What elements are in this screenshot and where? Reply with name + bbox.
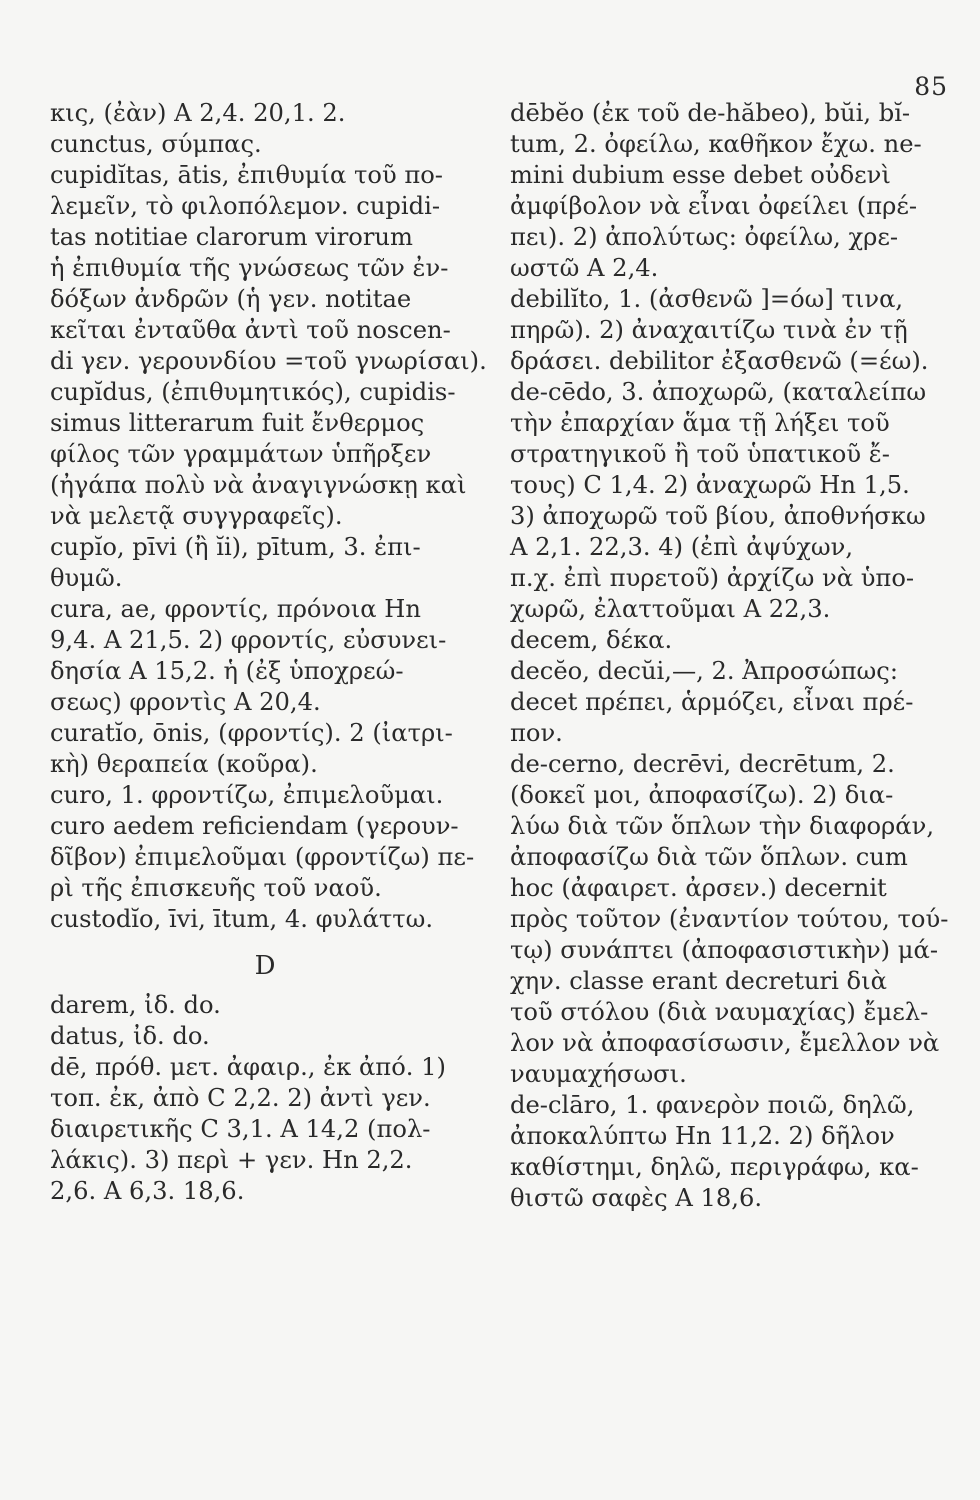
dictionary-line: καθίστημι, δηλῶ, περιγράφω, κα- [510,1153,919,1181]
dictionary-line: mini dubium esse debet οὐδενὶ [510,161,891,189]
dictionary-line: τὴν ἐπαρχίαν ἅμα τῇ λήξει τοῦ [510,409,890,437]
dictionary-line: κεῖται ἐνταῦθα ἀντὶ τοῦ noscen- [50,316,451,344]
dictionary-line: κις, (ἐὰν) A 2,4. 20,1. 2. [50,99,346,127]
dictionary-line: decet πρέπει, ἁρμόζει, εἶναι πρέ- [510,688,914,716]
dictionary-line: cupĭo, pīvi (ἢ ĭi), pītum, 3. ἐπι- [50,533,421,561]
dictionary-line: λον νὰ ἀποφασίσωσιν, ἔμελλον νὰ [510,1029,940,1057]
page-number: 85 [914,72,948,101]
dictionary-line: cupidĭtas, ātis, ἐπιθυμία τοῦ πο- [50,161,443,189]
dictionary-line: φίλος τῶν γραμμάτων ὑπῆρξεν [50,440,432,468]
dictionary-line: cura, ae, φροντίς, πρόνοια Hn [50,595,421,623]
dictionary-line: χωρῶ, ἐλαττοῦμαι A 22,3. [510,595,831,623]
dictionary-line: δησία A 15,2. ἡ (ἐξ ὑποχρεώ- [50,657,404,685]
dictionary-line: decem, δέκα. [510,626,673,654]
dictionary-line: τοῦ στόλου (διὰ ναυμαχίας) ἔμελ- [510,998,929,1026]
dictionary-line: ἀποκαλύπτω Hn 11,2. 2) δῆλον [510,1122,895,1150]
dictionary-line: λύω διὰ τῶν ὅπλων τὴν διαφοράν, [510,812,935,840]
section-heading: D [254,951,276,981]
dictionary-line: di γεν. γερουνδίου =τοῦ γνωρίσαι). [50,347,487,375]
left-column [50,98,487,1207]
dictionary-line: π.χ. ἐπὶ πυρετοῦ) ἀρχίζω νὰ ὑπο- [510,564,915,592]
dictionary-line: ρὶ τῆς ἐπισκευῆς τοῦ ναοῦ. [50,874,382,902]
dictionary-line: A 2,1. 22,3. 4) (ἐπὶ ἀψύχων, [510,533,854,561]
dictionary-line: λάκις). 3) περὶ + γεν. Hn 2,2. [50,1146,413,1174]
dictionary-line: cunctus, σύμπας. [50,130,262,158]
dictionary-line: θιστῶ σαφὲς A 18,6. [510,1184,763,1212]
dictionary-line: 3) ἀποχωρῶ τοῦ βίου, ἀποθνήσκω [510,502,926,530]
dictionary-line: dē, πρόθ. μετ. ἀφαιρ., ἐκ ἀπό. 1) [50,1053,446,1081]
dictionary-line: simus litterarum fuit ἔνθερμος [50,409,425,437]
dictionary-line: κὴ) θεραπεία (κοῦρα). [50,750,318,778]
dictionary-line: 9,4. A 21,5. 2) φροντίς, εὐσυνει- [50,626,447,654]
dictionary-line: πον. [510,719,563,747]
dictionary-line: πρὸς τοῦτον (ἐναντίον τούτου, τού- [510,905,949,933]
dictionary-line: darem, ἰδ. do. [50,991,221,1019]
dictionary-line: ἀμφίβολον νὰ εἶναι ὀφείλει (πρέ- [510,192,918,220]
dictionary-line: διαιρετικῆς C 3,1. A 14,2 (πολ- [50,1115,431,1143]
dictionary-line: πηρῶ). 2) ἀναχαιτίζω τινὰ ἐν τῇ [510,316,908,344]
dictionary-line: τῳ) συνάπτει (ἀποφασιστικὴν) μά- [510,936,938,964]
dictionary-line: custodĭo, īvi, ītum, 4. φυλάττω. [50,905,434,933]
right-column [510,98,950,1214]
dictionary-line: dēbĕo (ἐκ τοῦ de-hăbeo), bŭi, bĭ- [510,99,911,127]
dictionary-line: curatĭo, ōnis, (φροντίς). 2 (ἰατρι- [50,719,453,747]
dictionary-line: (δοκεῖ μοι, ἀποφασίζω). 2) δια- [510,781,894,809]
dictionary-line: δόξων ἀνδρῶν (ἡ γεν. notitae [50,285,412,313]
dictionary-line: ωστῶ A 2,4. [510,254,659,282]
dictionary-line: decĕo, decŭi,—, 2. Ἀπροσώπως: [510,657,898,685]
dictionary-line: 2,6. A 6,3. 18,6. [50,1177,245,1205]
dictionary-line: hoc (ἀφαιρετ. ἀρσεν.) decernit [510,874,887,902]
dictionary-line: ἡ ἐπιθυμία τῆς γνώσεως τῶν ἐν- [50,254,449,282]
dictionary-line: τους) C 1,4. 2) ἀναχωρῶ Hn 1,5. [510,471,910,499]
dictionary-line: πει). 2) ἀπολύτως: ὀφείλω, χρε- [510,223,899,251]
dictionary-line: curo, 1. φροντίζω, ἐπιμελοῦμαι. [50,781,444,809]
dictionary-line: tum, 2. ὀφείλω, καθῆκον ἔχω. ne- [510,130,922,158]
dictionary-line: ἀποφασίζω διὰ τῶν ὅπλων. cum [510,843,908,871]
dictionary-line: χην. classe erant decreturi διὰ [510,967,887,995]
dictionary-line: de-cēdo, 3. ἀποχωρῶ, (καταλείπω [510,378,927,406]
dictionary-line: θυμῶ. [50,564,123,592]
dictionary-line: curo aedem reficiendam (γερουν- [50,812,459,840]
dictionary-line: νὰ μελετᾷ συγγραφεῖς). [50,502,343,530]
dictionary-line: σεως) φροντὶς A 20,4. [50,688,321,716]
dictionary-line: debilĭto, 1. (ἀσθενῶ ]=όω] τινα, [510,285,904,313]
dictionary-line: cupĭdus, (ἐπιθυμητικός), cupidis- [50,378,456,406]
dictionary-line: de-cerno, decrēvi, decrētum, 2. [510,750,895,778]
dictionary-line: δράσει. debilitor ἐξασθενῶ (=έω). [510,347,929,375]
dictionary-line: τοπ. ἐκ, ἀπὸ C 2,2. 2) ἀντὶ γεν. [50,1084,431,1112]
dictionary-line: δῖβον) ἐπιμελοῦμαι (φροντίζω) πε- [50,843,475,871]
dictionary-line: ναυμαχήσωσι. [510,1060,687,1088]
dictionary-line: datus, ἰδ. do. [50,1022,210,1050]
dictionary-line: de-clāro, 1. φανερὸν ποιῶ, δηλῶ, [510,1091,915,1119]
dictionary-line: στρατηγικοῦ ἢ τοῦ ὑπατικοῦ ἔ- [510,440,890,468]
dictionary-line: tas notitiae clarorum virorum [50,223,413,251]
dictionary-line: (ἠγάπα πολὺ νὰ ἀναγιγνώσκῃ καὶ [50,471,467,499]
dictionary-line: λεμεῖν, τὸ φιλοπόλεμον. cupidi- [50,192,441,220]
